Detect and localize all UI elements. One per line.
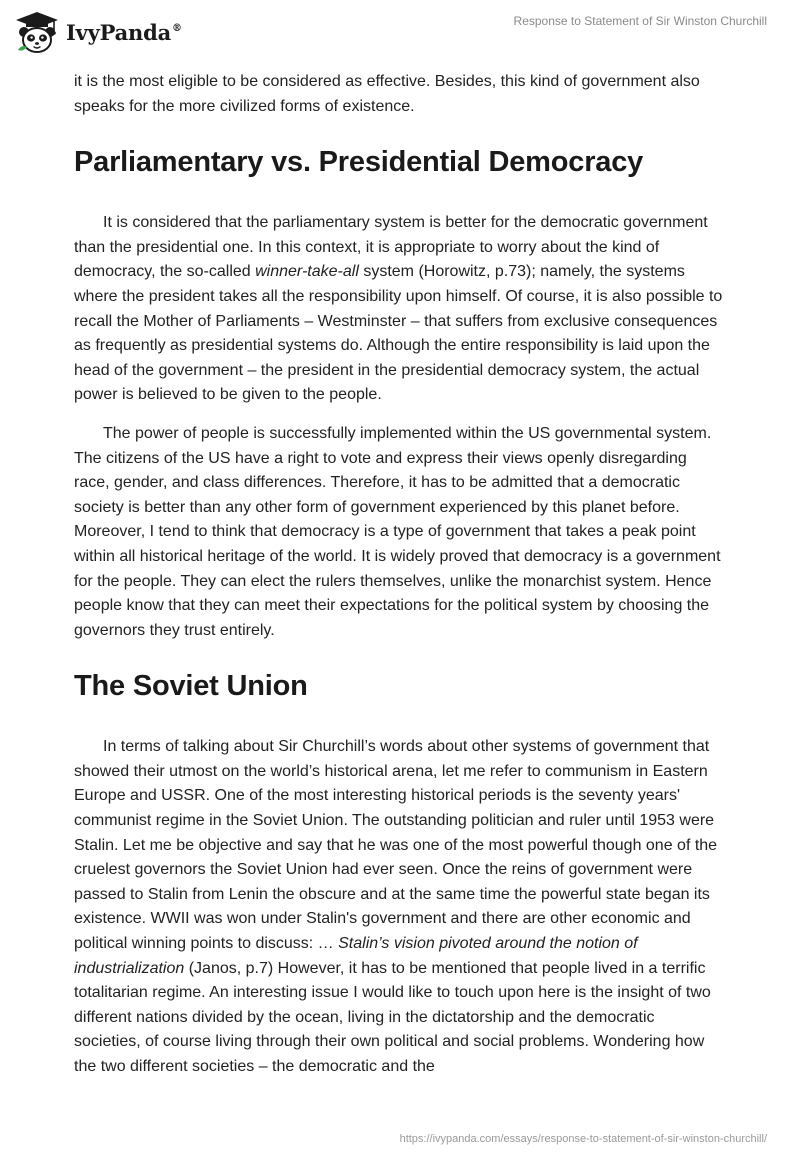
italic-quote: Stalin’s vision pivoted around the notion of industrialization <box>74 935 638 977</box>
intro-paragraph: it is the most eligible to be considered as effective. Besides, this kind of government also speaks for the more civilized forms of existence. <box>74 73 700 115</box>
text-span: (Janos, p.7) However, it has to be mentioned that people lived in a terrific totalitarian regime. An interesting issue I would like to touch upon here is the insight of two different nations divided by the ocean, living in the dictatorship and the democratic societies, of course living through their own political and social problems. Wondering how the two different societies – the democratic and the <box>74 959 711 1075</box>
document-title: Response to Statement of Sir Winston Churchill <box>513 14 767 28</box>
italic-term: winner-take-all <box>255 263 359 281</box>
paragraph-soviet-1 <box>74 735 724 1079</box>
page-header <box>0 0 800 62</box>
text-span: It is considered that the parliamentary system is better for the democratic government than the presidential one. In this context, it is appropriate to worry about the kind of democracy, the so-called <box>74 214 708 281</box>
paragraph-parliamentary-1 <box>74 211 724 408</box>
source-url[interactable]: https://ivypanda.com/essays/response-to-statement-of-sir-winston-churchill/ <box>399 1133 767 1145</box>
registered-mark: ® <box>172 22 182 34</box>
paragraph-parliamentary-2: The power of people is successfully implemented within the US governmental system. The citizens of the US have a right to vote and express their views openly disregarding race, gender, and class differences. Therefore, it has to be admitted that a democratic society is better than any other form of government experienced by this planet before. Moreover, I tend to think that democracy is a type of government that takes a peak point within all historical heritage of the world. It is widely proved that democracy is a government for the people. They can elect the rulers themselves, unlike the monarchist system. Hence people know that they can meet their expectations for the political system by choosing the governors they trust entirely. <box>74 424 721 639</box>
logo-text: IvyPanda <box>66 19 172 45</box>
section-heading-parliamentary: Parliamentary vs. Presidential Democracy <box>74 146 644 179</box>
text-span: system (Horowitz, p.73); namely, the systems where the president takes all the responsibility upon himself. Of course, it is also possible to recall the Mother of Parliaments – Westminster – that suffers from exclusive consequences as frequently as presidential systems do. Although the entire responsibility is laid upon the head of the government – the president in the presidential democracy system, the actual power is believed to be given to the people. <box>74 263 723 404</box>
essay-content <box>74 70 724 1094</box>
ivypanda-logo[interactable] <box>14 8 182 56</box>
text-span: In terms of talking about Sir Churchill’s words about other systems of government that showed their utmost on the world’s historical arena, let me refer to communism in Eastern Europe and USSR. One of the most interesting historical periods is the seventy years' communist regime in the Soviet Union. The outstanding politician and ruler until 1953 were Stalin. Let me be objective and say that he was one of the most powerful though one of the cruelest governors the Soviet Union had ever seen. Once the reins of government were passed to Stalin from Lenin the obscure and at the same time the powerful state began its existence. WWII was won under Stalin's government and there are other economic and political winning points to discuss: … <box>74 738 718 953</box>
logo-wordmark <box>66 20 182 45</box>
section-heading-soviet-union: The Soviet Union <box>74 670 308 703</box>
panda-graduation-icon <box>14 10 60 54</box>
